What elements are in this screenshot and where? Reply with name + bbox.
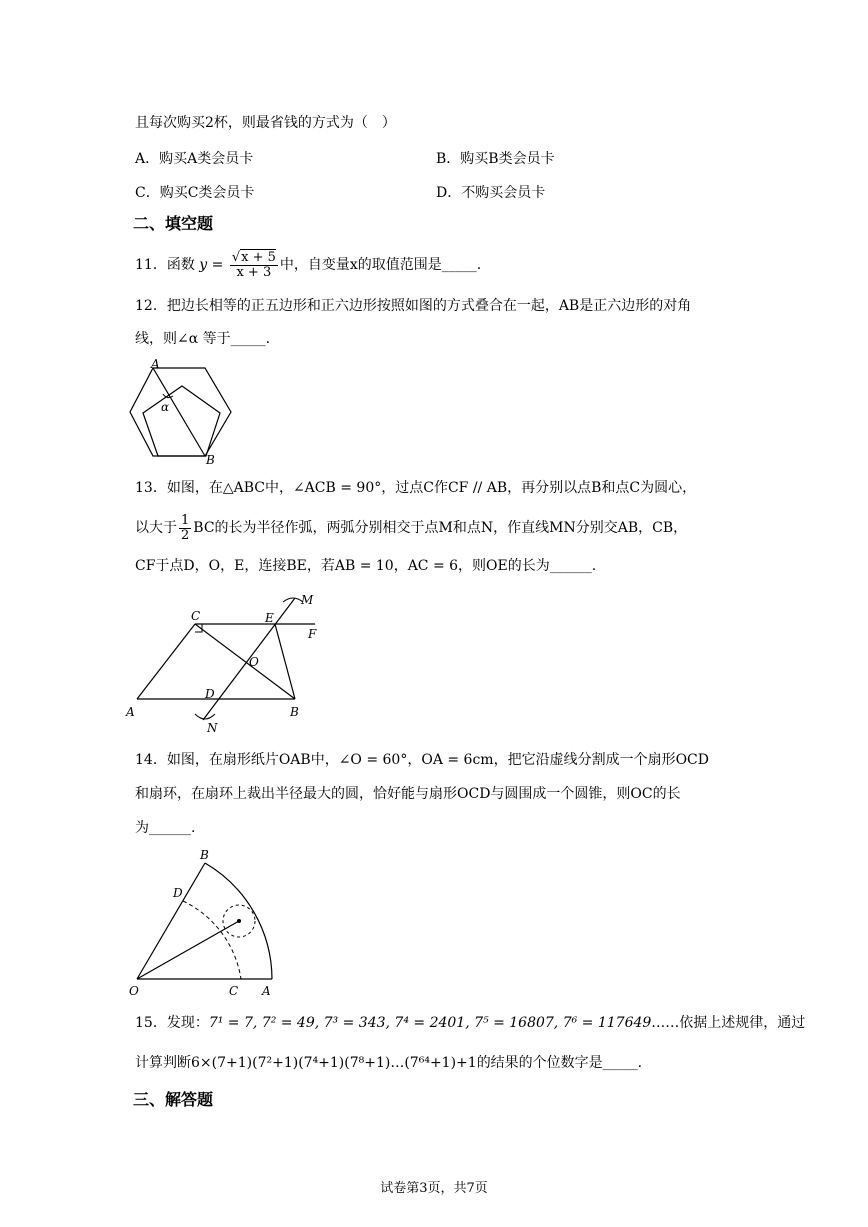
q15-line2-pre: 计算判断 (135, 1055, 191, 1071)
label-n: N (207, 721, 218, 735)
option-text: 购买B类会员卡 (460, 151, 555, 167)
q12-line1: 12．把边长相等的正五边形和正六边形按照如图的方式叠合在一起，AB是正六边形的对角 (135, 298, 692, 314)
option-a (135, 148, 253, 168)
section-title-fill-in: 二、填空题 (133, 214, 214, 233)
q14-figure (125, 843, 290, 1003)
label-b: B (206, 453, 215, 467)
q15-line2-post: 的结果的个位数字是_____. (476, 1055, 643, 1071)
q15-line1-pre: 15．发现： (135, 1015, 209, 1031)
q10-text: 且每次购买2杯，则最省钱的方式为（ ） (135, 115, 396, 131)
q14-line2: 和扇环，在扇环上裁出半径最大的圆，恰好能与扇形OCD与圆围成一个圆锥，则OC的长 (135, 786, 681, 802)
option-d (436, 182, 545, 202)
pentagon (143, 386, 220, 456)
segment-ac (137, 624, 195, 699)
option-text: 不购买会员卡 (461, 185, 546, 201)
label-b: B (200, 848, 209, 862)
label-d: D (173, 886, 183, 900)
label-c: C (191, 609, 201, 623)
label-d: D (205, 687, 215, 701)
label-e: E (265, 611, 274, 625)
q15-expression: 6×(7+1)(7²+1)(7⁴+1)(7⁸+1)…(7⁶⁴+1)+1 (191, 1055, 477, 1071)
q13-line2-pre: 以大于 (135, 520, 177, 536)
label-b: B (290, 705, 299, 719)
option-b (436, 148, 555, 168)
label-o: O (129, 984, 139, 998)
option-key: B． (436, 151, 461, 167)
option-c (135, 182, 254, 202)
q11-denominator: x + 3 (236, 264, 272, 280)
label-f: F (308, 627, 317, 641)
label-alpha: α (161, 400, 170, 414)
q11-pre: 函数 (166, 257, 195, 273)
q15-line1-post: ……依据上述规律，通过 (651, 1015, 806, 1031)
q11-radicand: x + 5 (241, 249, 276, 265)
section-title-solutions: 三、解答题 (133, 1090, 214, 1109)
q13-line1: 13．如图，在△ABC中，∠ACB = 90°，过点C作CF // AB，再分别以点B和点C为圆心， (135, 480, 697, 496)
q15-line2 (135, 1053, 642, 1073)
option-text: 购买C类会员卡 (159, 185, 255, 201)
q13-line2 (135, 510, 687, 546)
dashed-arc-cd (183, 901, 241, 979)
q11-number: 11． (135, 257, 167, 273)
q14-line3: 为______. (135, 820, 196, 836)
q13-line2-post: BC的长为半径作弧，两弧分别相交于点M和点N，作直线MN分别交AB，CB， (193, 520, 688, 536)
label-a: A (262, 984, 271, 998)
label-a: A (151, 357, 160, 371)
label-a: A (126, 705, 135, 719)
fraction-denominator: 2 (181, 527, 190, 543)
q11-y: y = (199, 257, 224, 273)
label-c: C (229, 984, 239, 998)
segment-be (275, 624, 295, 699)
q13-half-fraction (179, 514, 191, 543)
q13-figure (125, 586, 330, 736)
label-m: M (301, 593, 314, 607)
q14-line1: 14．如图，在扇形纸片OAB中，∠O = 60°，OA = 6cm，把它沿虚线分割成一个扇形OCD (135, 752, 709, 768)
bisector-line (137, 921, 239, 979)
q11-fraction (230, 251, 278, 280)
fraction-numerator: 1 (181, 512, 190, 528)
q11-numerator: √x + 5 (231, 249, 276, 265)
option-text: 购买A类会员卡 (159, 151, 254, 167)
circle-center (237, 919, 241, 923)
q11 (135, 248, 481, 282)
radius-ob (137, 863, 205, 979)
page-footer: 试卷第3页，共7页 (380, 1181, 488, 1196)
q13-line3: CF于点D，O，E，连接BE，若AB = 10，AC = 6，则OE的长为______. (135, 558, 597, 574)
option-key: D． (436, 185, 462, 201)
option-key: A． (135, 151, 160, 167)
option-key: C． (135, 185, 160, 201)
q15-line1 (135, 1013, 805, 1033)
q12-figure (125, 356, 235, 468)
label-o: O (249, 655, 259, 669)
q15-powers: 7¹ = 7, 7² = 49, 7³ = 343, 7⁴ = 2401, 7⁵ = 16807, 7⁶ = 117649 (208, 1015, 652, 1031)
q12-line2: 线，则∠α 等于_____. (135, 331, 271, 347)
q11-post: 中，自变量x的取值范围是_____. (279, 257, 482, 273)
